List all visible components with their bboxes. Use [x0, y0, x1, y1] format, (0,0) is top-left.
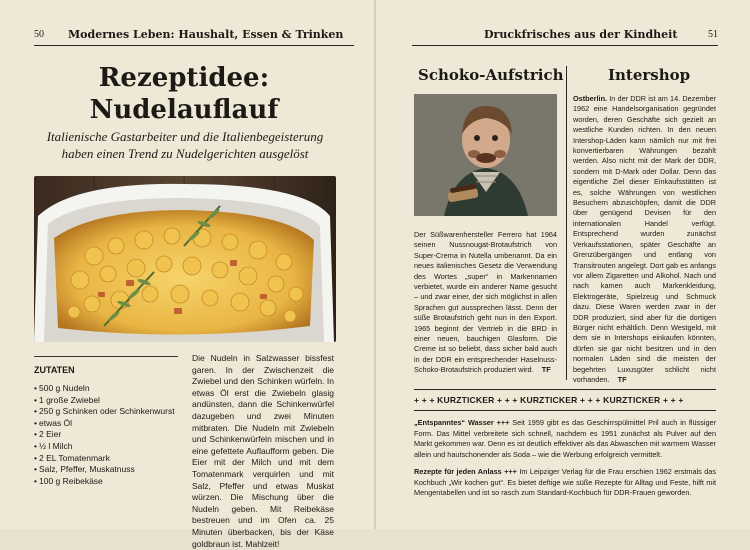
child-illustration: [414, 94, 557, 216]
ticker-text: Im Leipziger Verlag für die Frau erschien 1962 erstmals das Kochbuch „Wir kochen gut“. Es bietet deftige wie süße Rezepte für Alltag und Feste, hilft mit Mengentabellen und ist so rasch zum Standard-Kochbuch für DDR-Frauen geworden.: [414, 467, 717, 498]
ingredients-box: [34, 356, 178, 487]
section-title: Modernes Leben: Haushalt, Essen & Trinken: [68, 28, 344, 41]
section-title: Druckfrisches aus der Kindheit: [484, 28, 678, 41]
casserole-illustration: [34, 176, 336, 342]
divider: [414, 389, 716, 390]
recipe-title-line: Rezeptidee:: [98, 63, 270, 93]
recipe-subtitle: Italienische Gastarbeiter und die Italienbegeisterung haben einen Trend zu Nudelgerichten ausgelöst: [46, 129, 324, 161]
divider: [414, 410, 716, 411]
ticker-item: [414, 467, 716, 499]
ingredient-item: • etwas Öl: [34, 418, 178, 430]
article-body-nutella: [414, 230, 557, 376]
page-number: 51: [708, 29, 718, 40]
ingredient-item: • 2 EL Tomatenmark: [34, 453, 178, 465]
article-title-nutella: Schoko-Aufstrich: [418, 66, 564, 84]
ingredient-item: • 500 g Nudeln: [34, 383, 178, 395]
running-header-right: [412, 27, 718, 46]
child-photo: [414, 94, 557, 216]
ticker-item: [414, 418, 716, 460]
dateline: Ostberlin.: [573, 94, 608, 103]
casserole-photo: [34, 176, 336, 342]
left-page: [0, 0, 374, 549]
ticker-banner: + + + KURZTICKER + + + KURZTICKER + + + KURZTICKER + + +: [414, 395, 684, 405]
ingredient-item: • 1 große Zwiebel: [34, 395, 178, 407]
ingredient-item: • ½ l Milch: [34, 441, 178, 453]
ingredient-item: • 2 Eier: [34, 429, 178, 441]
ingredient-item: • 100 g Reibekäse: [34, 476, 178, 488]
ingredient-item: • Salz, Pfeffer, Muskatnuss: [34, 464, 178, 476]
article-text: In der DDR ist am 14. Dezember 1962 eine Handelsorganisation gegründet worden, deren Geschäfte sich gezielt an westliche Kunden richten. In den neuen Intershop-Läden kann nämlich nur mit frei konvertierbaren Währungen bezahlt werden. Also nicht mit der Mark der DDR, sondern mit D-Mark oder Dollar. Denn das eigentliche Ziel dieser Einkaufsstätten ist es, solche Währungen von westlichen Besuchern abzuschöpfen, damit die DDR über genügend Devisen für den internationalen Handel verfügt. Entsprechend wurden zunächst Verkaufsstationen, später Geschäfte an Grenzübergängen und entlang von Transitrouten angelegt. Dort gab es anfangs vor allem Zigaretten und Alkohol. Nach und nach kamen auch Markenkleidung, Elektrogeräte, Spielzeug und Schmuck dazu. Diese Waren werden zwar in der DDR produziert, sind aber für die dortigen Bürger nicht erhältlich. Denn Westgeld, mit dem sie in Intershops einkaufen könnten, dürfen sie gar nicht besitzen und in den normalen Läden sind die meisten der begehrten Luxusgüter schlicht nicht vorhanden.: [573, 94, 717, 384]
author-signature: TF: [617, 374, 627, 384]
ingredient-item: • 250 g Schinken oder Schinkenwurst: [34, 406, 178, 418]
running-header-left: [34, 27, 354, 46]
ticker-lead: Rezepte für jeden Anlass +++: [414, 467, 517, 476]
page-number: 50: [34, 29, 44, 40]
article-text: Der Süßwarenhersteller Ferrero hat 1964 seinen Nussnougat-Brotaufstrich von Super-Crema in Nutella umbenannt. Da ein neues italienisches Gesetz die Verwendung des Wortes „super“ in Markennamen verbietet, wurde ein anderer Name gesucht – und zwar einer, der sich möglichst in allen Sprachen gut aussprechen lässt. Denn der süße Brotaufstrich geht nun in den Export. 1965 beginnt der Vertrieb in die BRD in einer neuen, bauchigen Glasform. Die Creme ist so beliebt, dass sicher bald auch in der DDR ein entsprechender Haselnuss-Schoko-Brotaufstrich produziert wird.: [414, 230, 557, 375]
divider: [34, 356, 178, 357]
ticker-lead: „Entspanntes“ Wasser +++: [414, 418, 510, 427]
article-body-intershop: [573, 94, 716, 385]
article-title-intershop: Intershop: [608, 66, 691, 84]
recipe-title: [34, 62, 334, 126]
recipe-title-line: Nudelauflauf: [89, 95, 279, 125]
ingredients-heading: ZUTATEN: [34, 365, 75, 375]
author-signature: TF: [541, 365, 551, 375]
recipe-method: Die Nudeln in Salzwasser bissfest garen. In der Zwischenzeit die Zwiebel und den Schinken würfeln. In etwas Öl erst die Zwiebeln glasig andünsten, dann die Schinkenwürfel dazugeben und zwei Minuten mitbraten. Die Nudeln mit Zwiebeln und Schinkenwürfeln mischen und in eine gefettete Auflaufform geben. Die Eier mit der Milch und mit dem Tomatenmark verquirlen und mit Salz, Pfeffer und etwas Muskat würzen. Die Mischung über die Nudeln geben. Mit Reibekäse bestreuen und im Ofen ca. 25 Minuten überbacken, bis der Käse goldbraun ist. Mahlzeit!: [192, 353, 334, 549]
column-divider: [566, 66, 567, 380]
ingredients-list: [34, 383, 178, 487]
ticker-text: Seit 1959 gibt es das Geschirrspülmittel Pril auch in flüssiger Form. Das Mittel verbreitete sich schnell, nachdem es 1951 zunächst als Pulver auf den Markt gekommen war. Denn es ist deutlich effektiver als das Abwaschen mit warmem Wasser allein und hautschonender als Soda – wie die Werbung erfolgreich vermittelt.: [414, 418, 716, 459]
